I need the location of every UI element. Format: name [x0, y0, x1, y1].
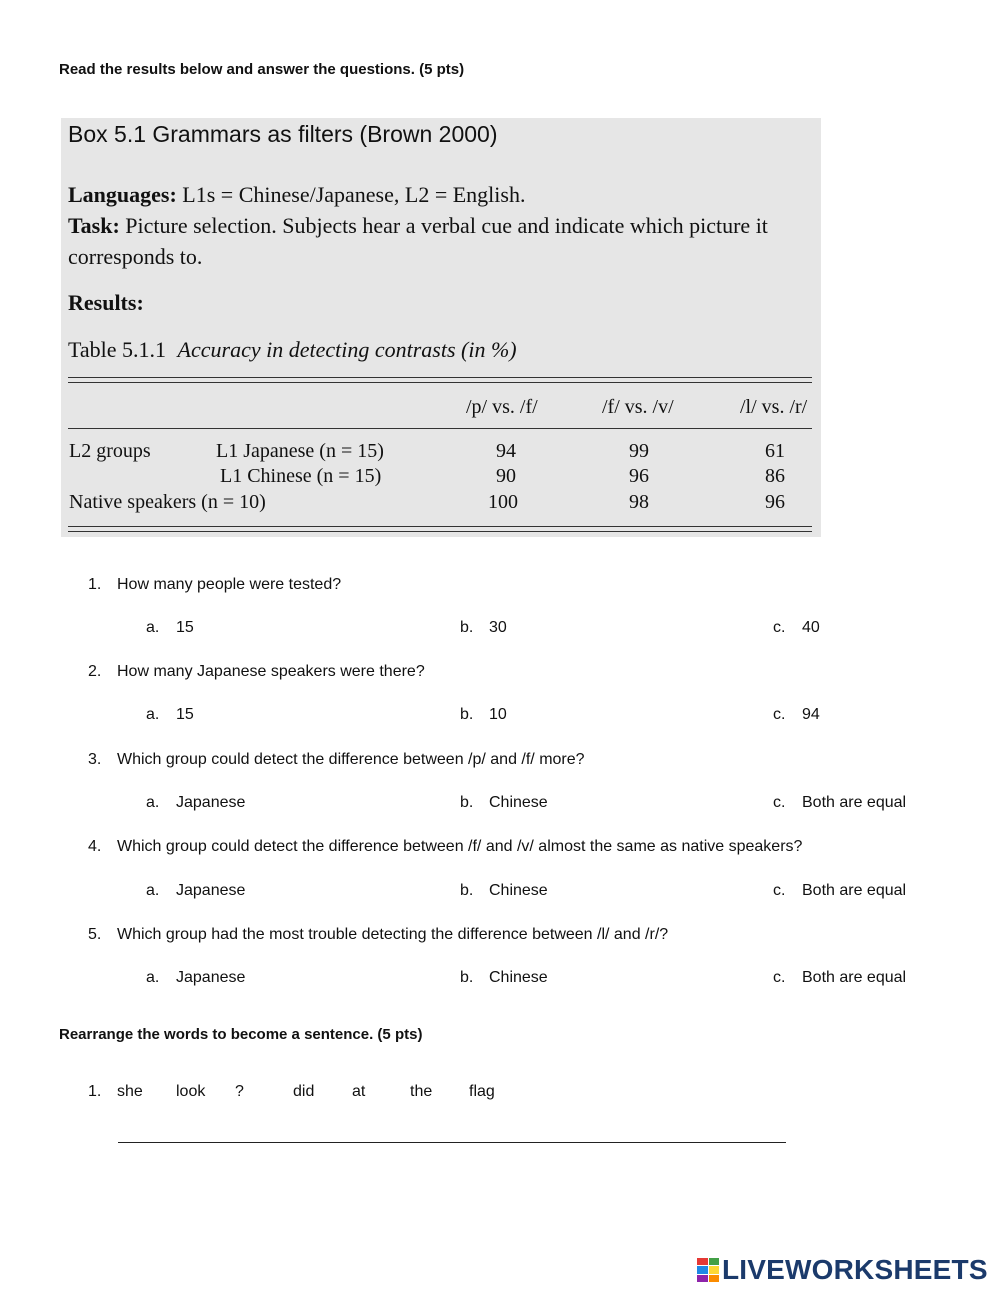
table-caption-number: Table 5.1.1: [68, 337, 167, 362]
table-cell: 96: [629, 465, 649, 487]
logo-blocks-icon: [697, 1258, 719, 1282]
word-tile[interactable]: ?: [235, 1083, 244, 1100]
question-text: Which group had the most trouble detecting the difference between /l/ and /r/?: [117, 926, 669, 943]
languages-line: [68, 182, 525, 208]
table-top-rule-2: [68, 382, 812, 383]
logo-block: [709, 1266, 720, 1273]
option-5a[interactable]: a. Japanese: [146, 969, 246, 986]
question-3: [88, 751, 585, 769]
word-tile[interactable]: did: [293, 1083, 315, 1100]
task-text-continued: corresponds to.: [68, 244, 203, 269]
languages-label: Languages:: [68, 182, 177, 207]
table-cell: 90: [496, 465, 516, 487]
question-5: [88, 926, 669, 944]
task-text: Picture selection. Subjects hear a verbal cue and indicate which picture it: [125, 213, 768, 238]
table-cell: 98: [629, 491, 649, 513]
row-label-japanese: L1 Japanese (n = 15): [216, 440, 384, 462]
option-2c[interactable]: c. 94: [773, 706, 820, 723]
word-tile[interactable]: look: [176, 1083, 206, 1100]
option-2a[interactable]: a. 15: [146, 706, 194, 723]
table-cell: 94: [496, 440, 516, 462]
word-tile[interactable]: the: [410, 1083, 433, 1100]
table-cell: 61: [765, 440, 785, 462]
table-bottom-rule-1: [68, 526, 812, 527]
table-cell: 100: [488, 491, 518, 513]
option-1a[interactable]: a. 15: [146, 619, 194, 636]
option-2b[interactable]: b. 10: [460, 706, 507, 723]
task-label: Task:: [68, 213, 120, 238]
group-label: L2 groups: [69, 440, 151, 462]
question-number: 1.: [88, 576, 102, 593]
option-5c[interactable]: c. Both are equal: [773, 969, 907, 986]
option-1b[interactable]: b. 30: [460, 619, 507, 636]
logo-block: [697, 1266, 708, 1273]
logo-block: [709, 1258, 720, 1265]
question-number: 2.: [88, 663, 102, 680]
word-tile[interactable]: flag: [469, 1083, 495, 1100]
word-tile[interactable]: she: [117, 1083, 143, 1100]
languages-text: L1s = Chinese/Japanese, L2 = English.: [182, 182, 526, 207]
word-tile[interactable]: at: [352, 1083, 366, 1100]
question-text: Which group could detect the difference between /f/ and /v/ almost the same as native speakers?: [117, 838, 803, 855]
table-cell: 96: [765, 491, 785, 513]
option-3a[interactable]: a. Japanese: [146, 794, 246, 811]
column-header-f-v: /f/ vs. /v/: [602, 396, 674, 418]
logo-block: [697, 1275, 708, 1282]
row-label-native: Native speakers (n = 10): [69, 491, 266, 513]
table-cell: 86: [765, 465, 785, 487]
table-bottom-rule-2: [68, 531, 812, 532]
table-header-rule: [68, 428, 812, 429]
question-number: 4.: [88, 838, 102, 855]
task-line: [68, 213, 768, 239]
question-text: How many people were tested?: [117, 576, 342, 593]
option-4b[interactable]: b. Chinese: [460, 882, 548, 899]
option-3b[interactable]: b. Chinese: [460, 794, 548, 811]
logo-block: [709, 1275, 720, 1282]
liveworksheets-logo: [697, 1255, 988, 1285]
question-text: Which group could detect the difference between /p/ and /f/ more?: [117, 751, 585, 768]
question-4: [88, 838, 803, 856]
results-label: Results:: [68, 290, 144, 315]
table-cell: 99: [629, 440, 649, 462]
table-top-rule-1: [68, 377, 812, 378]
option-4c[interactable]: c. Both are equal: [773, 882, 907, 899]
table-caption: [68, 337, 517, 363]
rearrange-number: 1.: [88, 1083, 102, 1100]
question-1: [88, 576, 342, 594]
column-header-l-r: /l/ vs. /r/: [740, 396, 808, 418]
option-3c[interactable]: c. Both are equal: [773, 794, 907, 811]
question-number: 3.: [88, 751, 102, 768]
question-2: [88, 663, 425, 681]
box-title: Box 5.1 Grammars as filters (Brown 2000): [68, 121, 498, 147]
question-text: How many Japanese speakers were there?: [117, 663, 425, 680]
rearrange-heading: Rearrange the words to become a sentence. (5 pts): [59, 1026, 423, 1043]
logo-text: LIVEWORKSHEETS: [722, 1254, 988, 1285]
option-1c[interactable]: c. 40: [773, 619, 820, 636]
table-caption-text: Accuracy in detecting contrasts (in %): [177, 337, 517, 362]
option-5b[interactable]: b. Chinese: [460, 969, 548, 986]
answer-line[interactable]: [118, 1142, 786, 1143]
question-number: 5.: [88, 926, 102, 943]
option-4a[interactable]: a. Japanese: [146, 882, 246, 899]
logo-block: [697, 1258, 708, 1265]
instruction-heading: Read the results below and answer the questions. (5 pts): [59, 61, 465, 78]
results-box: [61, 118, 821, 537]
row-label-chinese: L1 Chinese (n = 15): [220, 465, 382, 487]
column-header-p-f: /p/ vs. /f/: [466, 396, 538, 418]
